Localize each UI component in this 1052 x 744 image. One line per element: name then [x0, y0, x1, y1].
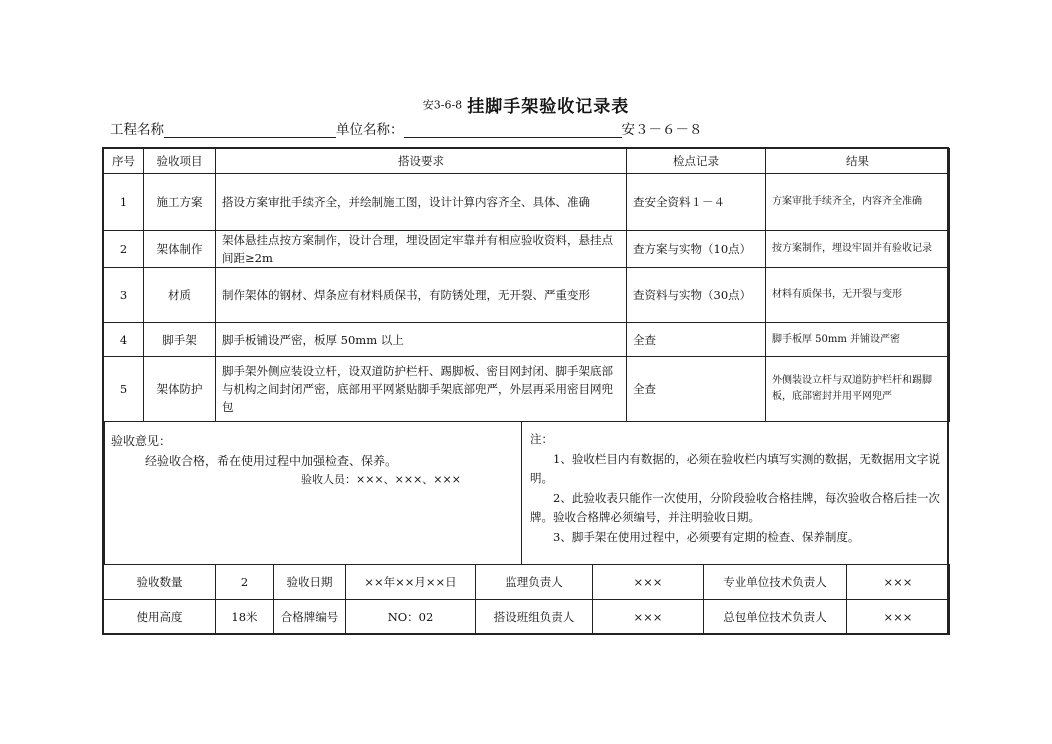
form-title: [0, 92, 1052, 117]
row-result: 外侧装设立杆与双道防护栏杆和踢脚板，底部密封并用平网兜严: [766, 357, 950, 422]
table-row: [104, 231, 950, 268]
row-no: 3: [104, 268, 144, 323]
header-no: 序号: [104, 149, 144, 174]
supervisor-label: 监理负责人: [476, 565, 593, 600]
supervisor-value: ×××: [593, 565, 704, 600]
row-requirement: 搭设方案审批手续齐全，并绘制施工图，设计计算内容齐全、具体、准确: [216, 174, 627, 231]
row-requirement: 制作架体的钢材、焊条应有材料质保书，有防锈处理，无开裂、严重变形: [216, 268, 627, 323]
header-requirement: 搭设要求: [216, 149, 627, 174]
quantity-label: 验收数量: [104, 565, 216, 600]
signoff-row: [104, 600, 950, 635]
row-item: 施工方案: [144, 174, 216, 231]
table-row: [104, 357, 950, 422]
row-check: 全查: [627, 323, 766, 357]
row-item: 架体制作: [144, 231, 216, 268]
general-tech-label: 总包单位技术负责人: [704, 600, 847, 635]
unit-name-label: 单位名称：: [336, 122, 404, 138]
form-title-main: 挂脚手架验收记录表: [467, 97, 630, 117]
row-item: 材质: [144, 268, 216, 323]
table-row: [104, 174, 950, 231]
inspection-table: [103, 148, 950, 422]
header-result: 结果: [766, 149, 950, 174]
specialist-tech-label: 专业单位技术负责人: [704, 565, 847, 600]
row-check: 查安全资料１－４: [627, 174, 766, 231]
erection-team-label: 搭设班组负责人: [476, 600, 593, 635]
signoff-row: [104, 565, 950, 600]
meta-line: [110, 118, 950, 138]
row-result: 脚手板厚 50mm 并铺设严密: [766, 323, 950, 357]
date-label: 验收日期: [274, 565, 346, 600]
opinion-notes-section: [103, 422, 949, 565]
form-code-label: 安３－６－８: [621, 122, 703, 138]
note-item: 2、此验收表只能作一次使用，分阶段验收合格挂牌，每次验收合格后挂一次牌。验收合格牌必须编号，并注明验收日期。: [530, 490, 940, 524]
project-name-field[interactable]: [164, 123, 336, 138]
notes-block: [522, 422, 947, 565]
height-label: 使用高度: [104, 600, 216, 635]
header-check: 检点记录: [627, 149, 766, 174]
row-no: 4: [104, 323, 144, 357]
quantity-value: 2: [216, 565, 274, 600]
row-check: 查方案与实物（10点）: [627, 231, 766, 268]
row-requirement: 脚手架外侧应装设立杆，设双道防护栏杆、踢脚板、密目网封闭、脚手架底部与机构之间封闭严密，底部用平网紧贴脚手架底部兜严，外层再采用密目网兜包: [216, 357, 627, 422]
row-no: 1: [104, 174, 144, 231]
row-result: 按方案制作，埋设牢固并有验收记录: [766, 231, 950, 268]
plate-number-value: NO：02: [346, 600, 476, 635]
row-requirement: 架体悬挂点按方案制作，设计合理，埋设固定牢靠并有相应验收资料，悬挂点间距≥2m: [216, 231, 627, 268]
row-item: 架体防护: [144, 357, 216, 422]
note-item: 3、脚手架在使用过程中，必须要有定期的检查、保养制度。: [553, 529, 860, 544]
date-value: ××年××月××日: [346, 565, 476, 600]
row-result: 材料有质保书，无开裂与变形: [766, 268, 950, 323]
general-tech-value: ×××: [847, 600, 950, 635]
form-code-small: 安3-6-8: [422, 98, 463, 112]
unit-name-field[interactable]: [404, 123, 622, 138]
row-check: 全查: [627, 357, 766, 422]
opinion-text: 经验收合格，希在使用过程中加强检查、保养。: [145, 454, 398, 468]
row-result: 方案审批手续齐全，内容齐全准确: [766, 174, 950, 231]
table-row: [104, 268, 950, 323]
specialist-tech-value: ×××: [847, 565, 950, 600]
plate-number-label: 合格牌编号: [274, 600, 346, 635]
opinion-label: 验收意见：: [111, 434, 172, 448]
signoff-table: [103, 564, 950, 635]
note-item: 1、验收栏目内有数据的，必须在验收栏内填写实测的数据，无数据用文字说明。: [530, 451, 940, 485]
row-item: 脚手架: [144, 323, 216, 357]
acceptance-opinion: [105, 422, 522, 565]
row-no: 5: [104, 357, 144, 422]
header-item: 验收项目: [144, 149, 216, 174]
project-name-label: 工程名称: [110, 122, 164, 138]
row-no: 2: [104, 231, 144, 268]
erection-team-value: ×××: [593, 600, 704, 635]
row-requirement: 脚手板铺设严密，板厚 50mm 以上: [216, 323, 627, 357]
height-value: 18米: [216, 600, 274, 635]
table-header-row: [104, 149, 950, 174]
row-check: 查资料与实物（30点）: [627, 268, 766, 323]
inspectors-line: 验收人员：×××、×××、×××: [301, 473, 461, 486]
notes-label: 注：: [530, 432, 553, 446]
table-row: [104, 323, 950, 357]
